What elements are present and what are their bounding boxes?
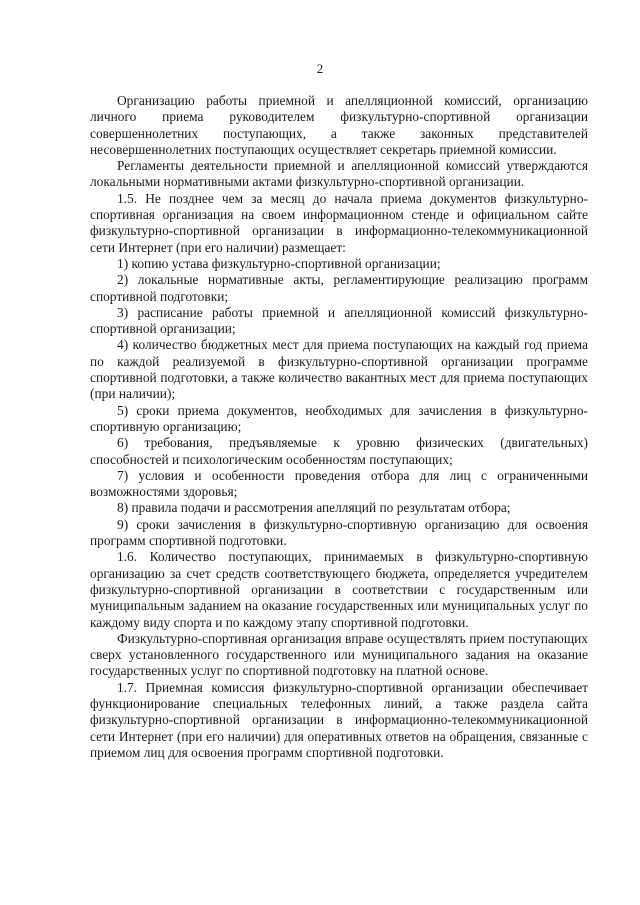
list-item-1: 1) копию устава физкультурно-спортивной организации; xyxy=(117,255,441,271)
list-item-3: 3) расписание работы приемной и апелляционной комиссий физкультурно-спортивной организации; xyxy=(90,304,588,337)
list-item-5: 5) сроки приема документов, необходимых для зачисления в физкультурно-спортивную организацию; xyxy=(90,402,588,434)
page-number: 2 xyxy=(316,61,324,76)
list-item-6: 6) требования, предъявляемые к уровню физических (двигательных) способностей и психологическим особенностям поступающих; xyxy=(90,435,588,467)
list-item-9: 9) сроки зачисления в физкультурно-спортивную организацию для освоения программ спортивной подготовки. xyxy=(90,516,588,549)
document-body xyxy=(90,93,588,761)
paragraph-regulations: Регламенты деятельности приемной и апелляционной комиссий утверждаются локальными нормативными актами физкультурно-спортивной организации. xyxy=(90,158,588,190)
paragraph-1-6: 1.6. Количество поступающих, принимаемых в физкультурно-спортивную организацию за счет средств соответствующего бюджета, определяется учредителем физкультурно-спортивной организации в соответствии с государственным или муниципальным заданием на оказание государственных или муниципальных услуг по каждому виду спорта и по каждому этапу спортивной подготовки. xyxy=(90,549,588,630)
list-item-8: 8) правила подачи и рассмотрения апелляций по результатам отбора; xyxy=(117,500,511,516)
paragraph-1-5: 1.5. Не позднее чем за месяц до начала приема документов физкультурно-спортивная организация на своем информационном стенде и официальном сайте физкультурно-спортивной организации в информационно-телекоммуникационной сети Интернет (при его наличии) размещает: xyxy=(90,190,588,255)
paragraph-commission-organization: Организацию работы приемной и апелляционной комиссий, организацию личного приема руководителем физкультурно-спортивной организации совершеннолетних поступающих, а также законных представителей несовершеннолетних поступающих осуществляет секретарь приемной комиссии. xyxy=(90,93,588,157)
list-item-7: 7) условия и особенности проведения отбора для лиц с ограниченными возможностями здоровья; xyxy=(90,467,588,500)
list-item-4: 4) количество бюджетных мест для приема поступающих на каждый год приема по каждой реализуемой в физкультурно-спортивной организации программе спортивной подготовки, а также количество вакантных мест для приема поступающих (при наличии); xyxy=(90,337,588,402)
list-item-2: 2) локальные нормативные акты, регламентирующие реализацию программ спортивной подготовки; xyxy=(90,272,588,304)
paragraph-paid-admission: Физкультурно-спортивная организация вправе осуществлять прием поступающих сверх установленного государственного или муниципального задания на оказание государственных услуг по спортивной подготовку на платной основе. xyxy=(90,630,588,679)
paragraph-1-7: 1.7. Приемная комиссия физкультурно-спортивной организации обеспечивает функционирование специальных телефонных линий, а также раздела сайта физкультурно-спортивной организации в информационно-телекоммуникационной сети Интернет (при его наличии) для оперативных ответов на обращения, связанные с приемом лиц для освоения программ спортивной подготовки. xyxy=(90,679,588,760)
